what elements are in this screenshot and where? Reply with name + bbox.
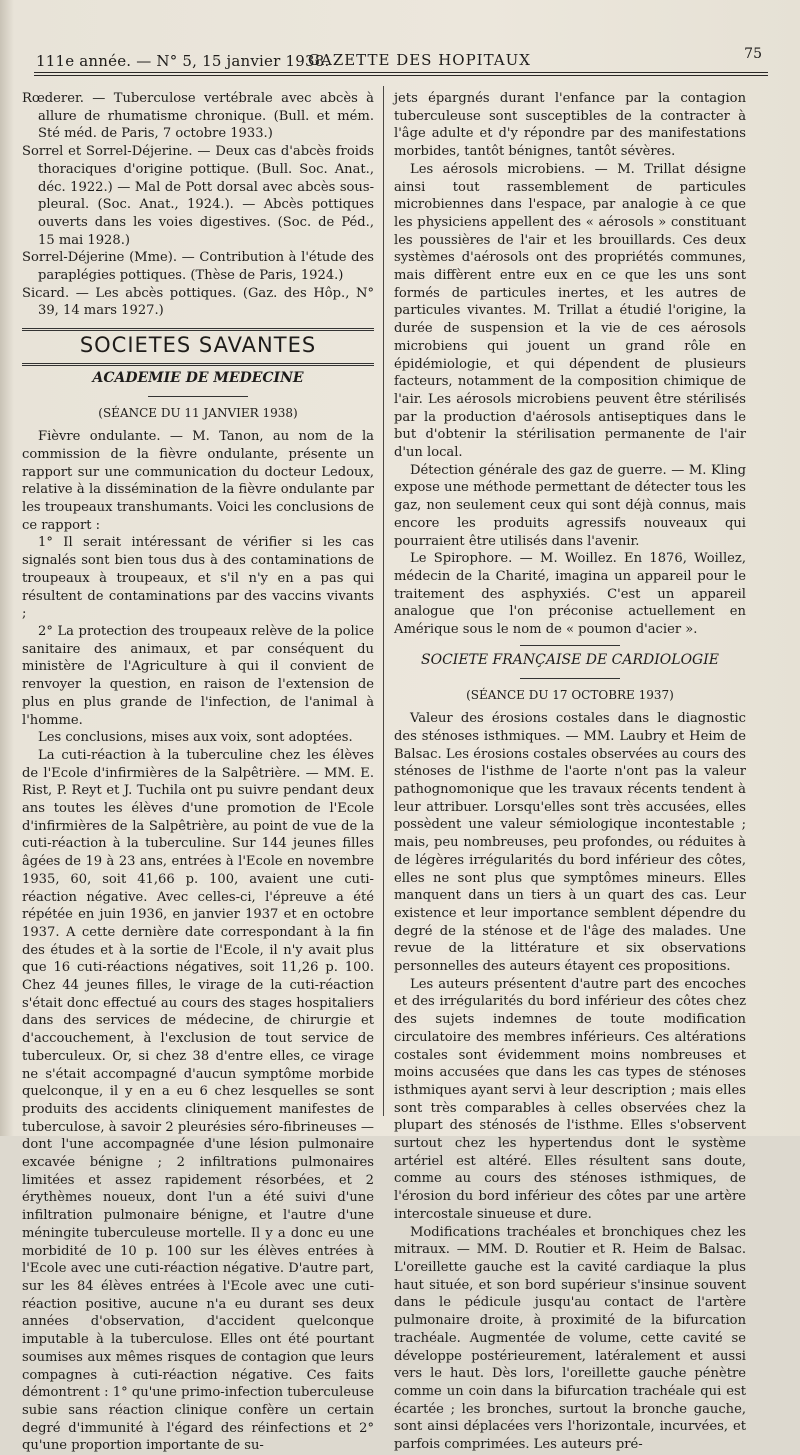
section-rule [22,363,374,366]
header-rule [34,72,768,73]
academy-title: ACADEMIE DE MEDECINE [92,369,304,386]
paragraph: Les auteurs présentent d'autre part des encoches et des irrégularités du bord inférieur des côtes chez des sujets indemnes de toute modification circulatoire des membres inférieurs. Ces altérations costales sont évidemment moins nombreuses et moins accusées que dans les cas types de sténoses isthmiques ayant servi à leur description ; mais elles sont très comparables à celles observées chez la plupart des sténosés de l'isthme. Elles s'observent surtout chez les hypertendus dont le système artériel est altéré. Elles résultent sans doute, comme au cours des sténoses isthmiques, de l'érosion du bord inférieur des côtes par une artère intercostale sinueuse et dure. [394,976,746,1222]
running-header [36,46,766,70]
paragraph: Fièvre ondulante. — M. Tanon, au nom de la commission de la fièvre ondulante, présente un rapport sur une communication du docteur Ledoux, relative à la dissémination de la fièvre ondulante par les troupeaux transhumants. Voici les conclusions de ce rapport : [22,429,374,533]
short-rule [520,678,620,679]
seance-date: (SÉANCE DU 11 JANVIER 1938) [98,405,298,420]
seance-date: (SÉANCE DU 17 OCTOBRE 1937) [466,687,674,702]
section-title: SOCIETES SAVANTES [79,333,317,358]
short-rule [148,396,248,397]
right-column [394,90,746,1454]
reference-item: Sorrel-Déjerine (Mme). — Contribution à l'étude des paraplégies pottiques. (Thèse de Paris, 1924.) [22,250,374,284]
page-number: 75 [744,46,762,62]
paragraph: Le Spirophore. — M. Woillez. En 1876, Woillez, médecin de la Charité, imagina un appareil pour le traitement des asphyxiés. C'est un appareil analogue que l'on préconise actuellement en Amérique sous le nom de « poumon d'acier ». [394,551,746,638]
paragraph: La cuti-réaction à la tuberculine chez les élèves de l'Ecole d'infirmières de la Salpêtrière. — MM. E. Rist, P. Reyt et J. Tuchila ont pu suivre pendant deux ans toutes les élèves d'une promotion de l'Ecole d'infirmières de la Salpêtrière, au point de vue de la cuti-réaction à la tuberculine. Sur 144 jeunes filles âgées de 19 à 23 ans, entrées à l'Ecole en novembre 1935, 60, soit 41,66 p. 100, avaient une cuti-réaction négative. Avec celles-ci, l'épreuve a été répétée en juin 1936, en janvier 1937 et en octobre 1937. A cette dernière date correspondant à la fin des études et à la sortie de l'Ecole, il n'y avait plus que 16 cuti-réactions négatives, soit 11,26 p. 100. Chez 44 jeunes filles, le virage de la cuti-réaction s'était donc effectué au cours des stages hospitaliers dans des services de médecine, de chirurgie et d'accouchement, à l'exclusion de tout service de tuberculeux. Or, si chez 38 d'entre elles, ce virage ne s'était accompagné d'aucun symptôme morbide quelconque, il y en a eu 6 chez lesquelles se sont produits des accidents cliniquement manifestes de tuberculose, à savoir 2 pleurésies séro-fibrineuses — dont l'une accompagnée d'une lésion pulmonaire excavée bénigne ; 2 infiltrations pulmonaires limitées et assez rapidement résorbées, et 2 érythèmes noueux, dont l'un a été suivi d'une infiltration pulmonaire bénigne, et l'autre d'une méningite tuberculeuse mortelle. Il y a donc eu une morbidité de 10 p. 100 sur les élèves entrées à l'Ecole avec une cuti-réaction négative. D'autre part, sur les 84 élèves entrées à l'Ecole avec une cuti-réaction positive, aucune n'a eu durant ses deux années d'observation, d'accident quelconque imputable à la tuberculose. Elles ont été pourtant soumises aux mêmes risques de contagion que leurs compagnes à cuti-réaction négative. Ces faits démontrent : 1° qu'une primo-infection tuberculeuse subie sans réaction clinique confère un certain degré d'immunité à l'égard des réinfections et 2° qu'une proportion importante de su- [22,747,374,1454]
column-divider [383,86,384,1116]
reference-item: Sicard. — Les abcès pottiques. (Gaz. des Hôp., N° 39, 14 mars 1927.) [22,285,374,319]
paragraph: 2° La protection des troupeaux relève de la police sanitaire des animaux, et par conséquent du ministère de l'Agriculture à qui il convient de renvoyer la question, en raison de l'extension de plus en plus grande de l'infection, de l'animal à l'homme. [22,623,374,728]
short-rule [520,645,620,646]
cardiology-title: SOCIETE FRANÇAISE DE CARDIOLOGIE [421,651,719,668]
paragraph: jets épargnés durant l'enfance par la contagion tuberculeuse sont susceptibles de la contracter à l'âge adulte et d'y répondre par des manifestations morbides, tantôt bénignes, tantôt sévères. [394,91,746,160]
paragraph: Modifications trachéales et bronchiques chez les mitraux. — MM. D. Routier et R. Heim de Balsac. L'oreillette gauche est la cavité cardiaque la plus haut située, et son bord supérieur s'insinue souvent dans le pédicule jusqu'au contact de l'artère pulmonaire droite, à proximité de la bifurcation trachéale. Augmentée de volume, cette cavité se développe postérieurement, latéralement et aussi vers le haut. Dès lors, l'oreillette gauche pénètre comme un coin dans la bifurcation trachéale qui est écartée ; les bronches, surtout la bronche gauche, sont ainsi déplacées vers l'horizontale, incurvées, et parfois comprimées. Les auteurs pré- [394,1224,746,1453]
paragraph: 1° Il serait intéressant de vérifier si les cas signalés sont bien tous dus à des contaminations de troupeaux à troupeaux, et s'il n'y en a pas qui résultent de contaminations par des vaccins vivants ; [22,535,374,622]
paragraph: Les conclusions, mises aux voix, sont adoptées. [38,730,353,746]
reference-item: Sorrel et Sorrel-Déjerine. — Deux cas d'abcès froids thoraciques d'origine pottique. (Bull. Soc. Anat., déc. 1922.) — Mal de Pott dorsal avec abcès sous-pleural. (Soc. Anat., 1924.). — Abcès pottiques ouverts dans les voies digestives. (Soc. de Péd., 15 mai 1928.) [22,144,374,248]
left-column [22,90,374,1455]
journal-title: GAZETTE DES HOPITAUX [308,51,531,69]
reference-item: Rœderer. — Tuberculose vertébrale avec abcès à allure de rhumatisme chronique. (Bull. et mém. Sté méd. de Paris, 7 octobre 1933.) [22,91,374,142]
paragraph: Détection générale des gaz de guerre. — M. Kling expose une méthode permettant de détecter tous les gaz, non seulement ceux qui sont déjà connus, mais encore les produits agressifs nouveaux qui pourraient être utilisés dans l'avenir. [394,462,746,549]
issue-info: 111e année. — N° 5, 15 janvier 1938. [36,52,330,70]
paragraph: Valeur des érosions costales dans le diagnostic des sténoses isthmiques. — MM. Laubry et Heim de Balsac. Les érosions costales observées au cours des sténoses de l'isthme de l'aorte n'ont pas la valeur pathognomonique que les travaux récents tendent à leur attribuer. Lorsqu'elles sont très accusées, elles possèdent une valeur sémiologique incontestable ; mais, peu nombreuses, peu profondes, ou réduites à de légères irrégularités du bord inférieur des côtes, elles ne sont plus que symptômes mineurs. Elles manquent dans un tiers à un quart des cas. Leur existence et leur importance semblent dépendre du degré de la sténose et de l'âge des malades. Une revue de la littérature et six observations personnelles des auteurs étayent ces propositions. [394,711,746,975]
header-rule-2 [34,75,768,76]
section-rule [22,328,374,331]
paragraph: Les aérosols microbiens. — M. Trillat désigne ainsi tout rassemblement de particules microbiennes dans l'espace, par analogie à ce que les physiciens appellent des « aérosols » constituant les poussières de l'air et les brouillards. Ces deux systèmes d'aérosols ont des propriétés communes, mais diffèrent entre eux en ce que les uns sont formés de particules inertes, et les autres de particules vivantes. M. Trillat a étudié l'origine, la durée de suspension et la vie de ces aérosols microbiens qui jouent un grand rôle en épidémiologie, et qui dépendent de plusieurs facteurs, notamment de la composition chimique de l'air. Les aérosols microbiens peuvent être stérilisés par la production d'aérosols antiseptiques dans le but d'obtenir la stérilisation permanente de l'air d'un local. [394,161,746,461]
